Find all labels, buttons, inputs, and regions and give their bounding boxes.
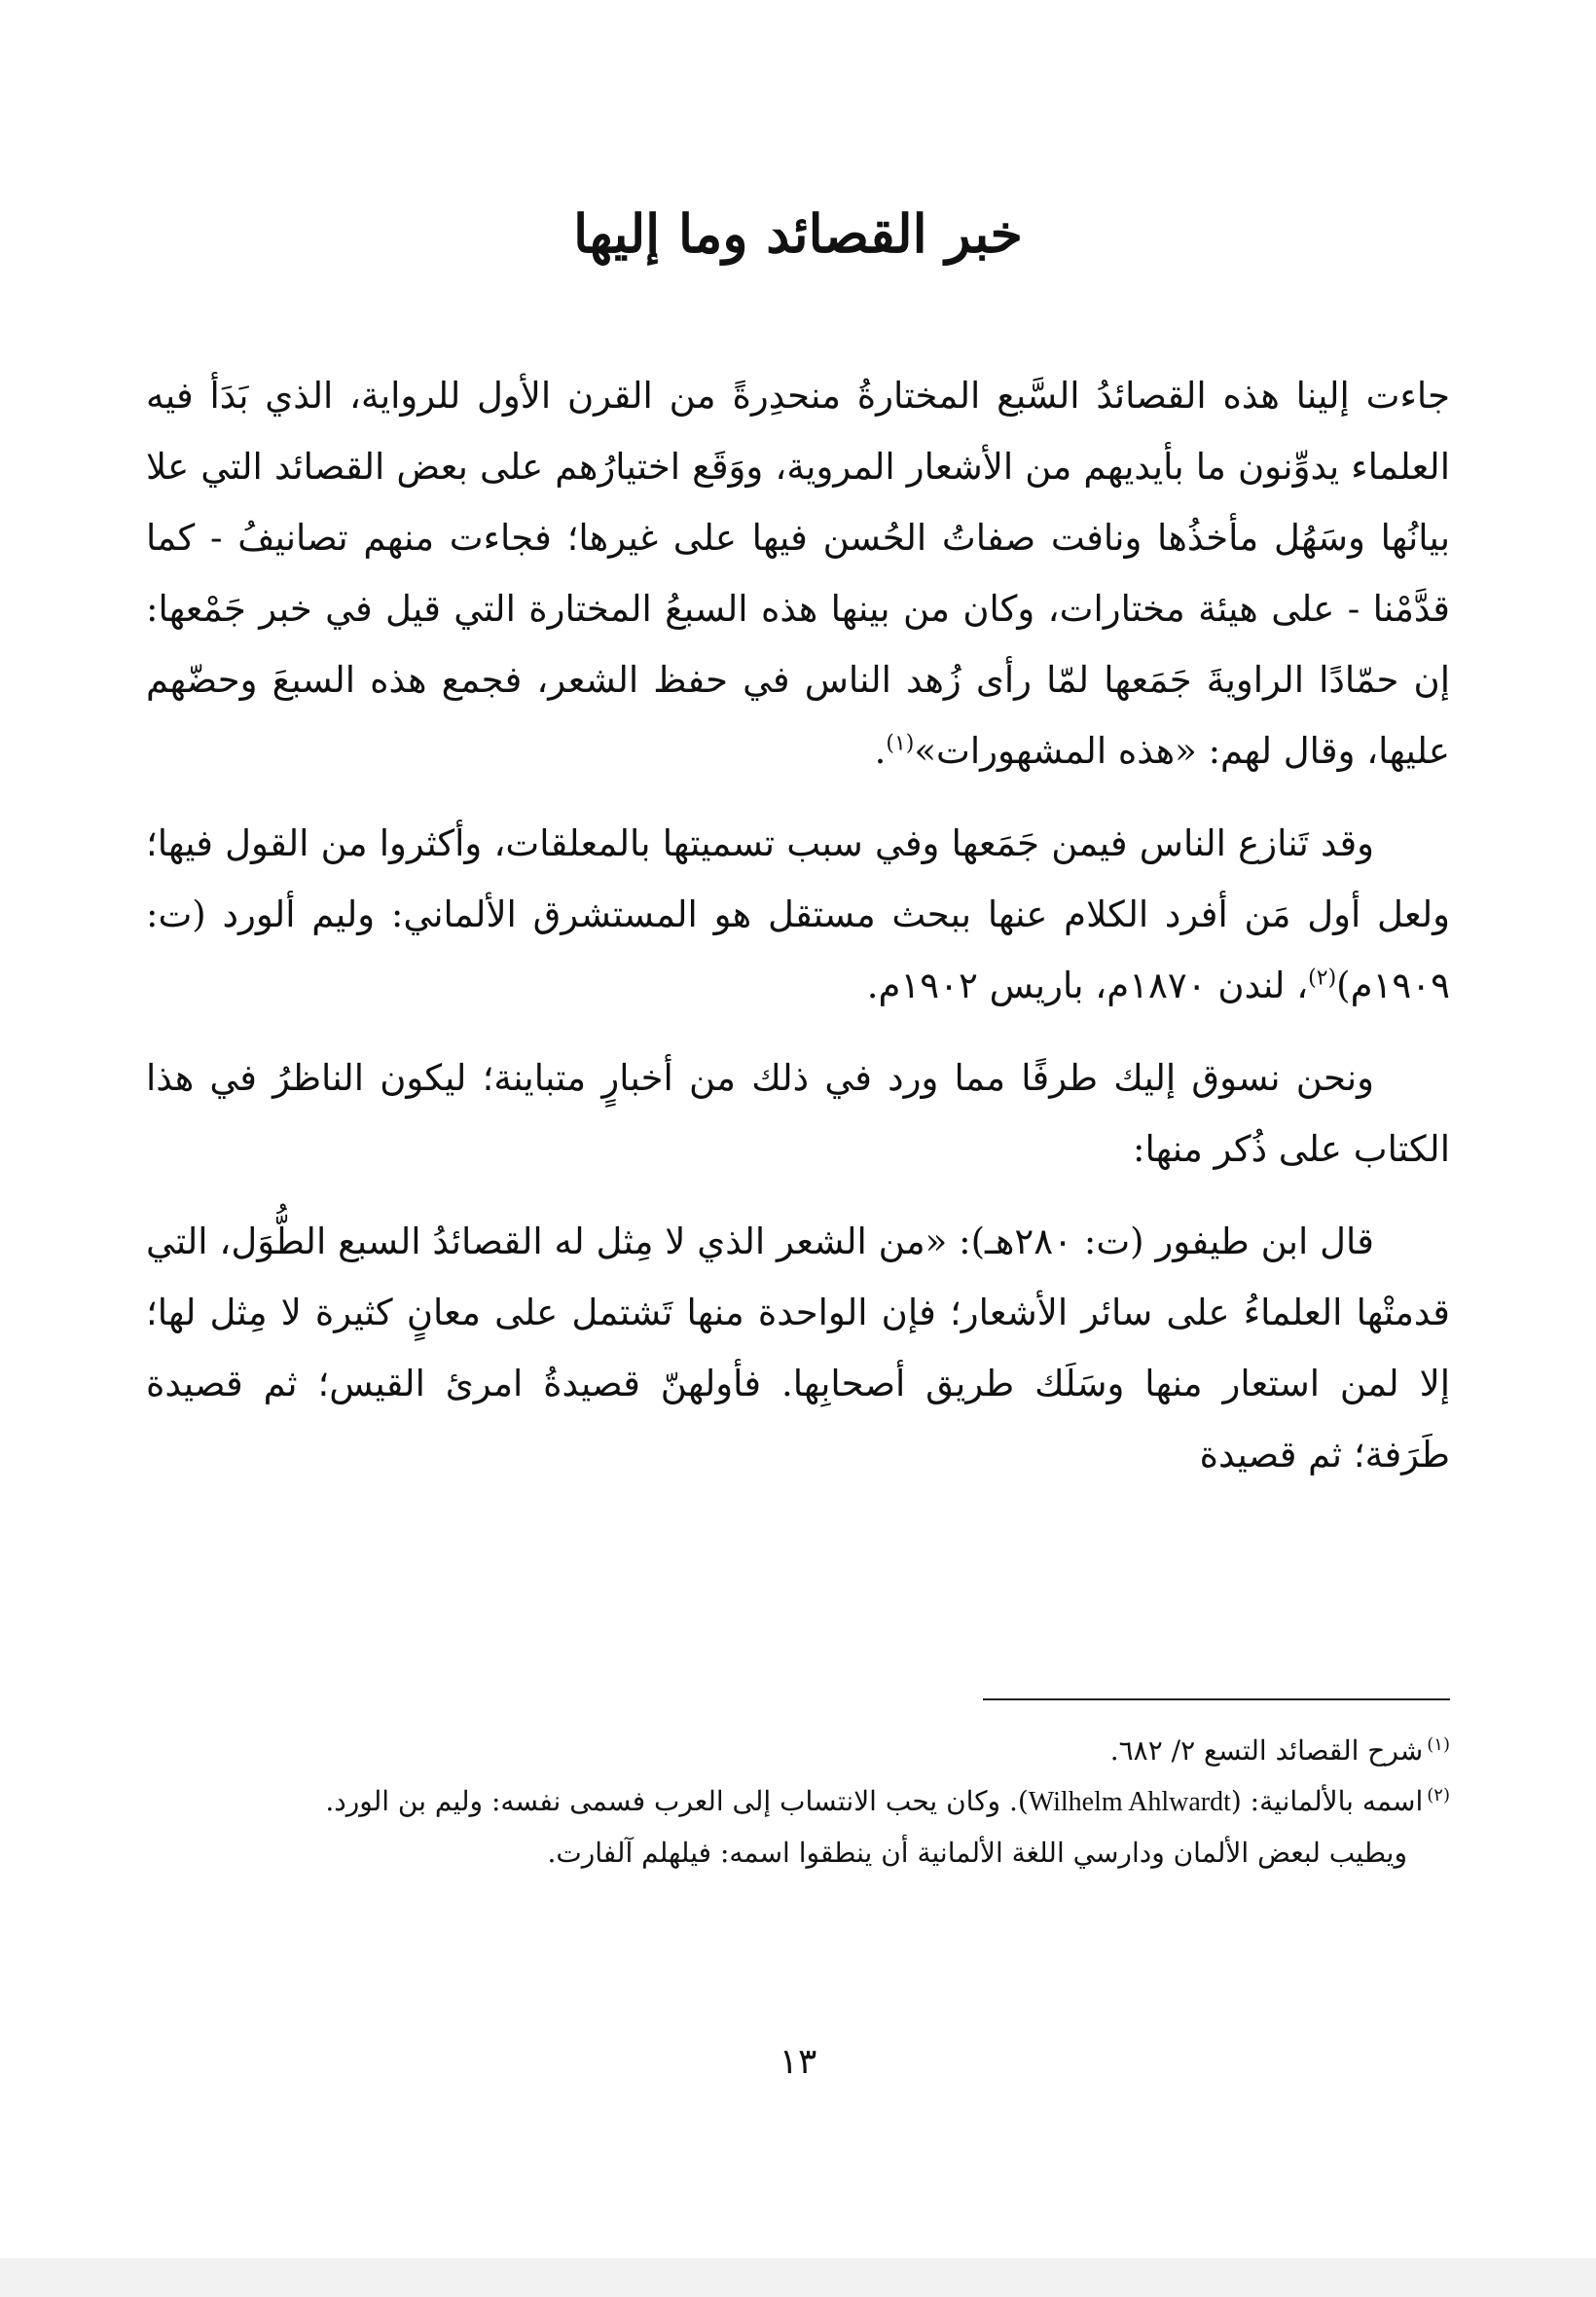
footnote-1 bbox=[146, 1728, 1450, 1774]
footnote-divider bbox=[983, 1698, 1450, 1700]
footnote-2 bbox=[146, 1778, 1450, 1826]
paragraph-1 bbox=[146, 360, 1450, 786]
paragraph-4: قال ابن طيفور (ت: ٢٨٠هـ): «من الشعر الذي لا مِثل له القصائدُ السبع الطُّوَل، التي قدمتْها العلماءُ على سائر الأشعار؛ فإن الواحدة منها تَشتمل على معانٍ كثيرة لا مِثل لها؛ إلا لمن استعار منها وسَلَك طريق أصحابِها. فأولهنّ قصيدةُ امرئ القيس؛ ثم قصيدة طَرَفة؛ ثم قصيدة bbox=[146, 1221, 1450, 1476]
main-text bbox=[146, 360, 1450, 1512]
footnote-2-marker: (٢) bbox=[1427, 1784, 1450, 1805]
footnotes bbox=[146, 1728, 1450, 1880]
paragraph-2 bbox=[146, 808, 1450, 1021]
bottom-edge bbox=[0, 2258, 1596, 2297]
paragraph-1-end: . bbox=[874, 730, 887, 772]
page-title: خبر القصائد وما إليها bbox=[573, 202, 1023, 265]
footnote-2-text-start: اسمه بالألمانية: ( bbox=[1230, 1785, 1424, 1817]
footnote-2-latin-name: Wilhelm Ahlwardt bbox=[1028, 1787, 1231, 1817]
paragraph-3: ونحن نسوق إليك طرفًا مما ورد في ذلك من أخبارٍ متباينة؛ ليكون الناظرُ في هذا الكتاب على ذُكر منها: bbox=[146, 1057, 1450, 1170]
footnote-ref-1[interactable]: (١) bbox=[886, 731, 915, 756]
paragraph-1-text: جاءت إلينا هذه القصائدُ السَّبع المختارةُ منحدِرةً من القرن الأول للرواية، الذي بَدَأ فيه العلماء يدوِّنون ما بأيديهم من الأشعار المروية، ووَقَع اختيارُهم على بعض القصائد التي علا بيانُها وسَهُل مأخذُها ونافت صفاتُ الحُسن فيها على غيرها؛ فجاءت منهم تصانيفُ - كما قدَّمْنا - على هيئة مختارات، وكان من بينها هذه السبعُ المختارة التي قيل في خبر جَمْعها: إن حمّادًا الراويةَ جَمَعها لمّا رأى زُهد الناس في حفظ الشعر، فجمع هذه السبعَ وحضّهم عليها، وقال لهم: «هذه المشهورات» bbox=[146, 375, 1450, 772]
footnote-1-marker: (١) bbox=[1427, 1733, 1450, 1755]
footnote-2-text-end: ). وكان يحب الانتساب إلى العرب فسمى نفسه: وليم بن الورد. bbox=[325, 1785, 1029, 1817]
footnote-2-continuation: ويطيب لبعض الألمان ودارسي اللغة الألمانية أن ينطقوا اسمه: فيلهلم آلفارت. bbox=[547, 1837, 1407, 1869]
footnote-1-text: شرح القصائد التسع ٢/ ٦٨٢. bbox=[1109, 1734, 1424, 1767]
paragraph-2-end: ، لندن ١٨٧٠م، باريس ١٩٠٢م. bbox=[866, 965, 1309, 1006]
footnote-ref-2[interactable]: (٢) bbox=[1308, 966, 1337, 991]
paragraph-2-text: وقد تَنازع الناس فيمن جَمَعها وفي سبب تسميتها بالمعلقات، وأكثروا من القول فيها؛ ولعل أول مَن أفرد الكلام عنها ببحث مستقل هو المستشرق الألماني: وليم ألورد (ت: ١٩٠٩م) bbox=[146, 822, 1450, 1006]
page-number: ١٣ bbox=[779, 2042, 817, 2082]
